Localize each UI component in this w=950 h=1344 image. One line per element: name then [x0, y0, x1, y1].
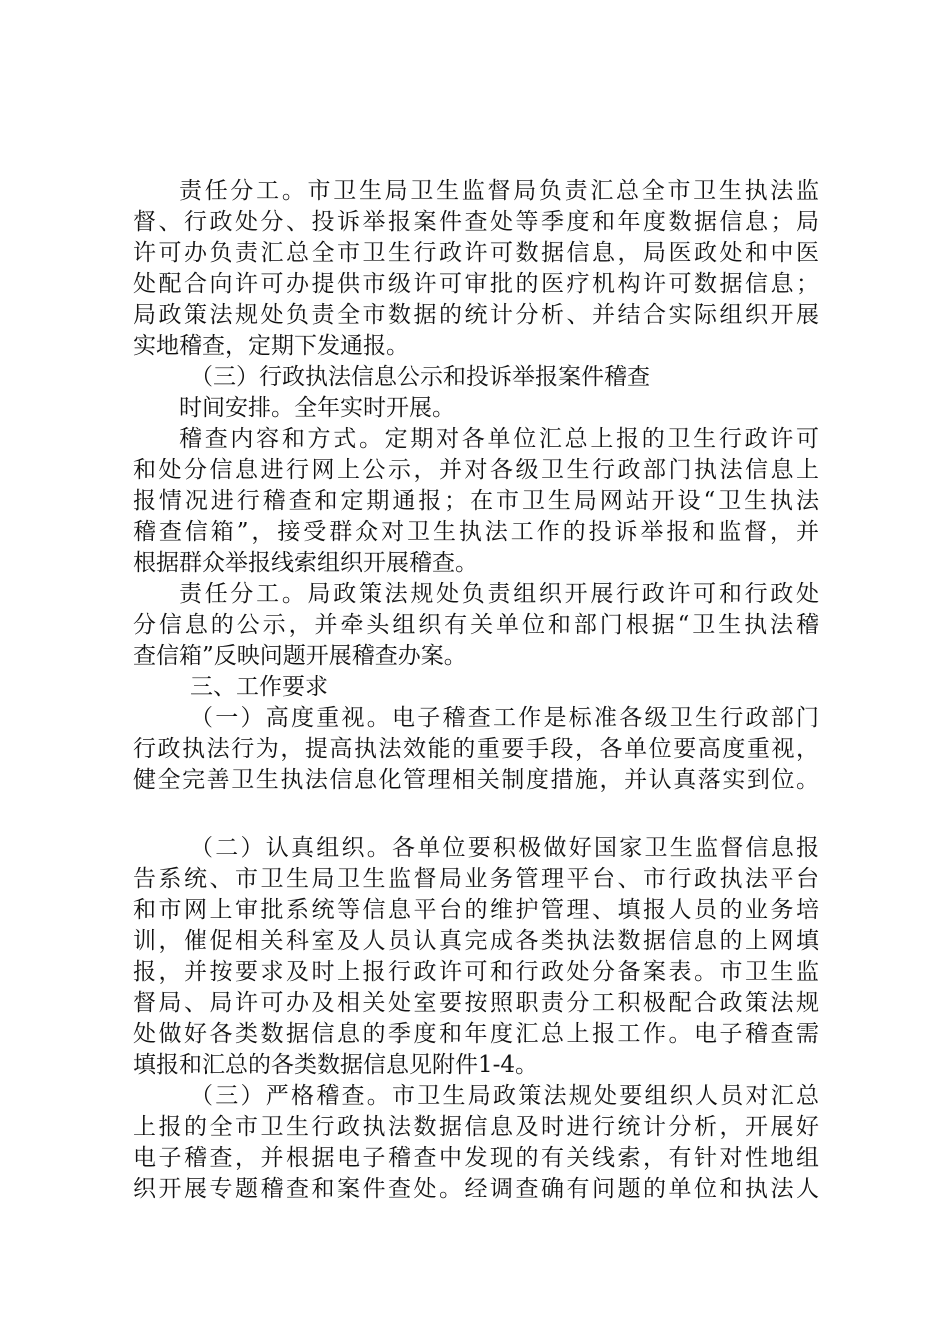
paragraph-line: 报，并按要求及时上报行政许可和行政处分备案表。市卫生监 — [133, 959, 819, 985]
paragraph-line: （二）认真组织。各单位要积极做好国家卫生监督信息报 — [190, 835, 819, 861]
paragraph-line: 责任分工。局政策法规处负责组织开展行政许可和行政处 — [179, 581, 819, 607]
paragraph-line: 报情况进行稽查和定期通报；在市卫生局网站开设“卫生执法 — [133, 488, 819, 514]
paragraph-line: 上报的全市卫生行政执法数据信息及时进行统计分析，开展好 — [133, 1114, 819, 1140]
paragraph-line: 查信箱”反映问题开展稽查办案。 — [133, 643, 467, 669]
paragraph-line: 责任分工。市卫生局卫生监督局负责汇总全市卫生执法监 — [179, 178, 819, 204]
paragraph-line: 告系统、市卫生局卫生监督局业务管理平台、市行政执法平台 — [133, 866, 819, 892]
paragraph-line: 稽查内容和方式。定期对各单位汇总上报的卫生行政许可 — [179, 426, 819, 452]
paragraph-line: 行政执法行为，提高执法效能的重要手段，各单位要高度重视， — [133, 736, 819, 762]
paragraph-gap — [133, 796, 819, 833]
paragraph-line: 训，催促相关科室及人员认真完成各类执法数据信息的上网填 — [133, 928, 819, 954]
paragraph-line: 健全完善卫生执法信息化管理相关制度措施，并认真落实到位。 — [133, 767, 819, 793]
subsection-heading: （三）行政执法信息公示和投诉举报案件稽查 — [190, 364, 650, 390]
paragraph-line: 处做好各类数据信息的季度和年度汇总上报工作。电子稽查需 — [133, 1021, 819, 1047]
paragraph-line: 分信息的公示，并牵头组织有关单位和部门根据“卫生执法稽 — [133, 612, 819, 638]
paragraph-line: 织开展专题稽查和案件查处。经调查确有问题的单位和执法人 — [133, 1176, 819, 1202]
paragraph-line: 处配合向许可办提供市级许可审批的医疗机构许可数据信息； — [133, 271, 819, 297]
paragraph-line: 许可办负责汇总全市卫生行政许可数据信息，局医政处和中医 — [133, 240, 819, 266]
paragraph-line: 稽查信箱”，接受群众对卫生执法工作的投诉举报和监督，并 — [133, 519, 819, 545]
paragraph-line: 局政策法规处负责全市数据的统计分析、并结合实际组织开展 — [133, 302, 819, 328]
paragraph-line: 和市网上审批系统等信息平台的维护管理、填报人员的业务培 — [133, 897, 819, 923]
paragraph-line: 督局、局许可办及相关处室要按照职责分工积极配合政策法规 — [133, 990, 819, 1016]
paragraph-line: 填报和汇总的各类数据信息见附件1-4。 — [133, 1052, 539, 1078]
paragraph-line: 时间安排。全年实时开展。 — [179, 395, 455, 421]
section-heading: 三、工作要求 — [190, 674, 328, 700]
document-body — [133, 176, 819, 1205]
paragraph-line: （三）严格稽查。市卫生局政策法规处要组织人员对汇总 — [190, 1083, 819, 1109]
paragraph-line: 根据群众举报线索组织开展稽查。 — [133, 550, 478, 576]
paragraph-line: 和处分信息进行网上公示，并对各级卫生行政部门执法信息上 — [133, 457, 819, 483]
paragraph-line: 实地稽查，定期下发通报。 — [133, 333, 409, 359]
paragraph-line: 督、行政处分、投诉举报案件查处等季度和年度数据信息；局 — [133, 209, 819, 235]
paragraph-line: （一）高度重视。电子稽查工作是标准各级卫生行政部门 — [190, 705, 819, 731]
paragraph-line: 电子稽查，并根据电子稽查中发现的有关线索，有针对性地组 — [133, 1145, 819, 1171]
